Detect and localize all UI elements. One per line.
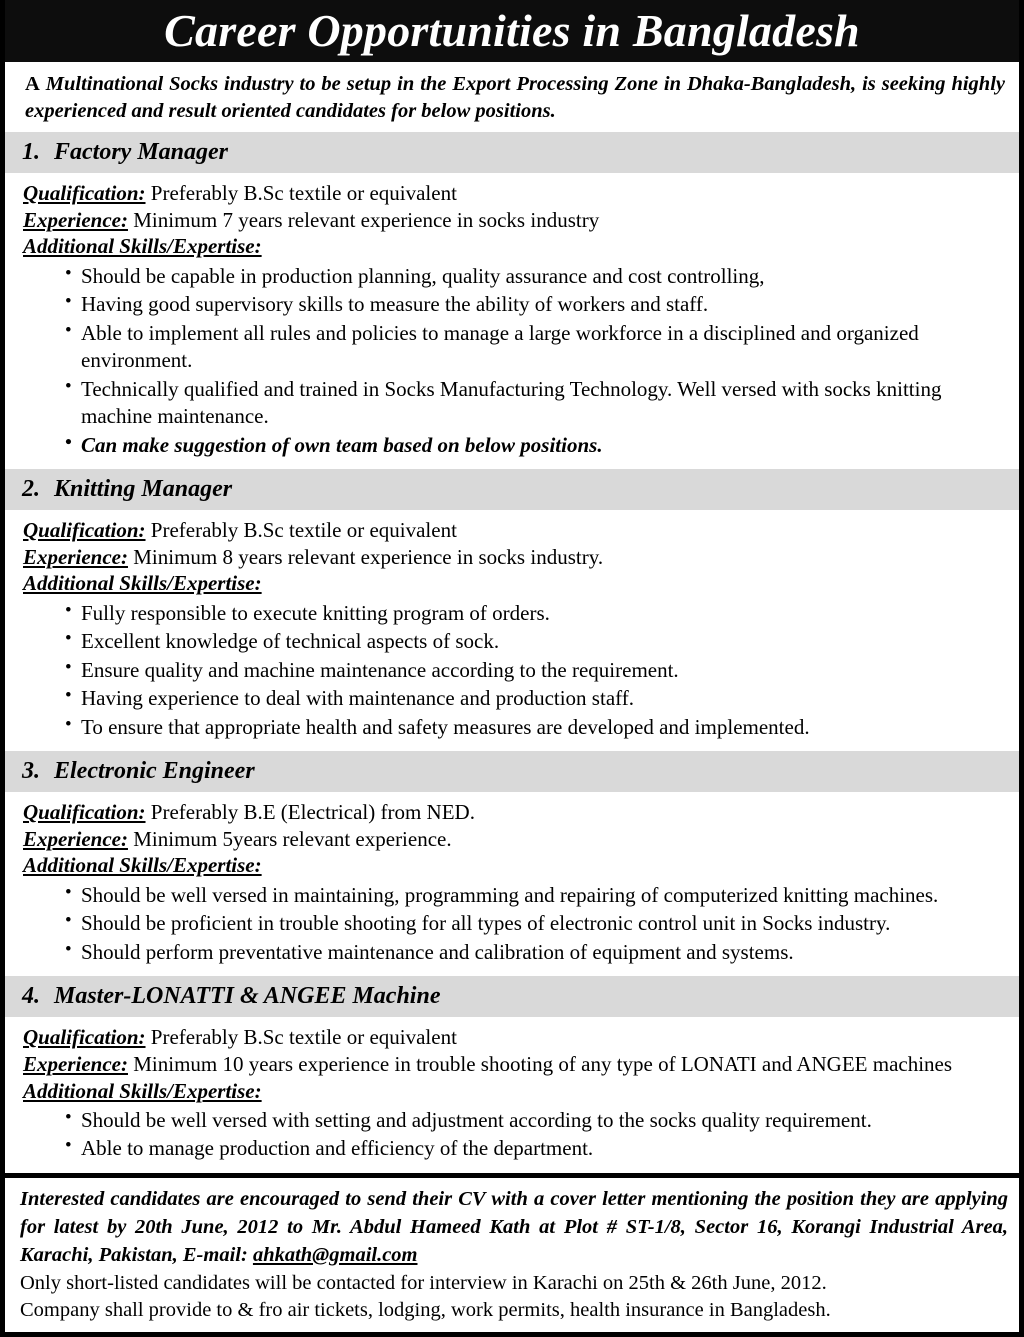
additional-skills-label: Additional Skills/Expertise: (23, 571, 262, 596)
skill-bullet: • Should perform preventative maintenance and calibration of equipment and systems. (23, 939, 1007, 967)
qualification-value: Preferably B.E (Electrical) from NED. (150, 800, 475, 825)
qualification-label: Qualification: (23, 518, 146, 543)
additional-skills-label: Additional Skills/Expertise: (23, 1078, 262, 1103)
qualification-label: Qualification: (23, 800, 146, 825)
additional-skills-label: Additional Skills/Expertise: (23, 853, 262, 878)
position-body (5, 173, 1019, 469)
position-header (0, 132, 1024, 173)
position-title: Electronic Engineer (54, 758, 255, 785)
skill-bullet: • Having good supervisory skills to measure the ability of workers and staff. (23, 291, 1007, 319)
position-header (0, 976, 1024, 1017)
position-title: Master-LONATTI & ANGEE Machine (54, 983, 441, 1010)
experience-value: Minimum 8 years relevant experience in socks industry. (133, 544, 604, 569)
experience-value: Minimum 5years relevant experience. (133, 826, 452, 851)
experience-label: Experience: (23, 207, 128, 232)
skills-bullet-list (23, 263, 1007, 460)
skill-bullet: • Should be well versed in maintaining, programming and repairing of computerized knitting machines. (23, 882, 1007, 910)
contact-email-link[interactable]: ahkath@gmail.com (252, 1243, 418, 1266)
position-header (0, 751, 1024, 792)
qualification-row (23, 180, 1007, 207)
skill-bullet: • Should be well versed with setting and adjustment according to the socks quality requirement. (23, 1107, 1007, 1135)
additional-skills-row (23, 233, 1007, 261)
experience-row (23, 207, 1007, 234)
experience-row (23, 1051, 1007, 1078)
position-section (5, 751, 1019, 976)
footer-block (0, 1173, 1024, 1331)
position-body (5, 510, 1019, 751)
skills-bullet-list (23, 882, 1007, 967)
additional-skills-label: Additional Skills/Expertise: (23, 234, 262, 259)
position-number: 3. (22, 758, 40, 785)
benefits-note: Company shall provide to & fro air tickets, lodging, work permits, health insurance in Bangladesh. (20, 1299, 831, 1322)
position-section (5, 976, 1019, 1173)
position-title: Knitting Manager (54, 476, 233, 503)
skills-bullet-list (23, 600, 1007, 742)
qualification-row (23, 1024, 1007, 1051)
additional-skills-row (23, 1078, 1007, 1106)
position-title: Factory Manager (54, 138, 228, 165)
shortlist-note: Only short-listed candidates will be contacted for interview in Karachi on 25th & 26th June, 2012. (20, 1271, 827, 1294)
intro-text: Multinational Socks industry to be setup in the Export Processing Zone in Dhaka-Bangladesh, is seeking highly experienced and result oriented candidates for below positions. (25, 73, 1005, 123)
qualification-row (23, 517, 1007, 544)
experience-label: Experience: (23, 544, 128, 569)
position-number: 2. (22, 476, 40, 503)
application-instructions (20, 1186, 1008, 1270)
skill-bullet: • Excellent knowledge of technical aspects of sock. (23, 628, 1007, 656)
position-body (5, 792, 1019, 976)
experience-label: Experience: (23, 1051, 128, 1076)
qualification-value: Preferably B.Sc textile or equivalent (150, 518, 457, 543)
position-section (5, 469, 1019, 751)
position-number: 4. (22, 983, 40, 1010)
qualification-value: Preferably B.Sc textile or equivalent (150, 180, 457, 205)
skill-bullet: • Technically qualified and trained in Socks Manufacturing Technology. Well versed with socks knitting machine maintenance. (23, 376, 1007, 431)
experience-row (23, 826, 1007, 853)
experience-value: Minimum 7 years relevant experience in socks industry (133, 207, 600, 232)
position-header (0, 469, 1024, 510)
skill-bullet: • Having experience to deal with maintenance and production staff. (23, 685, 1007, 713)
qualification-row (23, 799, 1007, 826)
experience-value: Minimum 10 years experience in trouble shooting of any type of LONATI and ANGEE machines (133, 1051, 953, 1076)
skill-bullet: • To ensure that appropriate health and safety measures are developed and implemented. (23, 714, 1007, 742)
qualification-value: Preferably B.Sc textile or equivalent (150, 1025, 457, 1050)
positions-list (5, 132, 1019, 1173)
skills-bullet-list (23, 1107, 1007, 1163)
skill-bullet: • Able to implement all rules and policies to manage a large workforce in a disciplined and organized environment. (23, 320, 1007, 375)
skill-bullet: • Should be capable in production planning, quality assurance and cost controlling, (23, 263, 1007, 291)
experience-label: Experience: (23, 826, 128, 851)
skill-bullet: • Fully responsible to execute knitting program of orders. (23, 600, 1007, 628)
skill-bullet: • Should be proficient in trouble shooting for all types of electronic control unit in Socks industry. (23, 910, 1007, 938)
additional-skills-row (23, 570, 1007, 598)
application-instructions-text: Interested candidates are encouraged to send their CV with a cover letter mentioning the position they are applying for latest by 20th June, 2012 to Mr. Abdul Hameed Kath at Plot # ST-1/8, Sector 16, Korangi Industrial Area, Karachi, Pakistan, E-mail: (20, 1187, 1008, 1266)
experience-row (23, 544, 1007, 571)
qualification-label: Qualification: (23, 180, 146, 205)
page-title: Career Opportunities in Bangladesh (164, 5, 860, 56)
qualification-label: Qualification: (23, 1025, 146, 1050)
skill-bullet: • Can make suggestion of own team based on below positions. (23, 432, 1007, 460)
intro-lead-cap: A (25, 73, 40, 95)
additional-skills-row (23, 852, 1007, 880)
skill-bullet: • Able to manage production and efficiency of the department. (23, 1135, 1007, 1163)
title-banner (0, 0, 1024, 62)
position-body (5, 1017, 1019, 1173)
position-section (5, 132, 1019, 469)
skill-bullet: • Ensure quality and machine maintenance according to the requirement. (23, 657, 1007, 685)
position-number: 1. (22, 138, 40, 165)
intro-paragraph (5, 62, 1019, 132)
